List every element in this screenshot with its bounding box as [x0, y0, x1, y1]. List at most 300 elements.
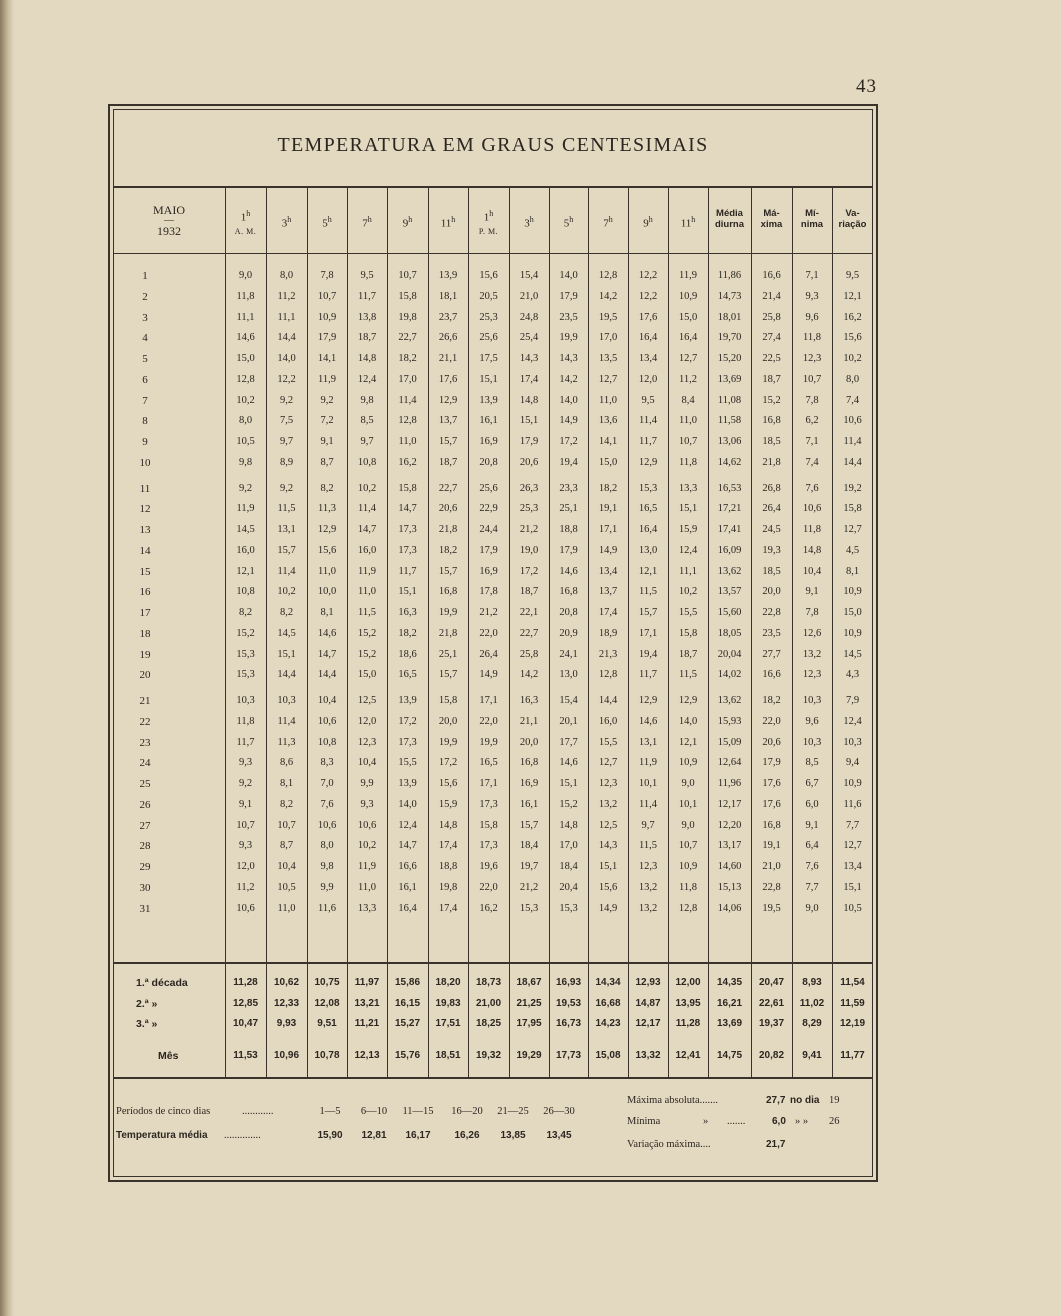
temperature-cell: 16,5 — [398, 669, 417, 681]
day-number: 20 — [139, 669, 151, 682]
temperature-cell: 24,4 — [479, 524, 498, 535]
temperature-cell: 14,5 — [277, 627, 296, 639]
summary-cell: 12,19 — [839, 1018, 866, 1029]
temperature-cell: 15,2 — [357, 648, 377, 660]
summary-cell: 10,47 — [232, 1018, 259, 1029]
temperature-cell: 11,0 — [599, 394, 617, 406]
hour-header-value — [468, 207, 509, 225]
variation-label: Variação máxima.... — [627, 1139, 711, 1150]
temperature-cell: 6,7 — [805, 778, 819, 789]
temperature-cell: 17,9 — [479, 544, 498, 556]
temperature-cell: 11,8 — [803, 524, 821, 535]
temperature-cell: 15,6 — [479, 270, 498, 281]
min-day: 26 — [829, 1116, 840, 1127]
temperature-cell: 15,3 — [519, 902, 539, 914]
day-number: 19 — [139, 648, 151, 661]
stat-header-line1: Va- — [845, 208, 860, 219]
temperature-cell: 9,8 — [320, 861, 334, 872]
temperature-cell: 11,0 — [277, 902, 296, 914]
temperature-cell: 14,2 — [519, 669, 539, 681]
temperature-cell: 9,7 — [279, 436, 294, 447]
temperature-cell: 15,0 — [843, 607, 862, 618]
temperature-cell: 9,6 — [805, 311, 819, 323]
temperature-cell: 14,8 — [357, 353, 377, 364]
temperature-cell: 12,8 — [598, 270, 618, 281]
temperature-cell: 15,13 — [717, 881, 742, 893]
hour-header — [468, 207, 509, 238]
temperature-cell: 20,8 — [559, 607, 578, 618]
temperature-cell: 11,4 — [843, 436, 862, 447]
hour-period: P. M. — [478, 226, 499, 236]
temperature-cell: 13,6 — [598, 415, 618, 427]
temperature-cell: 9,2 — [238, 482, 253, 494]
temperature-cell: 12,8 — [236, 373, 255, 385]
temperature-cell: 22,5 — [762, 353, 781, 364]
temperature-cell: 11,1 — [236, 311, 255, 323]
temperature-cell: 12,5 — [598, 819, 618, 831]
temperature-cell: 17,7 — [559, 736, 578, 748]
temperature-cell: 11,5 — [639, 840, 657, 852]
temperature-cell: 17,4 — [438, 902, 458, 914]
day-number: 29 — [139, 861, 151, 873]
temperature-cell: 22,0 — [479, 881, 498, 893]
summary-cell: 18,73 — [475, 977, 502, 988]
temperature-cell: 15,3 — [638, 482, 658, 494]
temperature-cell: 22,0 — [479, 715, 498, 727]
temperature-cell: 17,1 — [598, 524, 618, 535]
temperature-cell: 10,6 — [802, 503, 822, 515]
hour-number: 5 — [322, 217, 328, 230]
temperature-cell: 21,0 — [762, 861, 781, 872]
temperature-cell: 12,0 — [236, 861, 255, 872]
temperature-cell: 15,0 — [236, 353, 255, 364]
day-number: 5 — [142, 353, 148, 365]
temperature-cell: 9,8 — [360, 394, 374, 406]
temperature-cell: 19,70 — [717, 332, 742, 344]
summary-cell: 17,51 — [435, 1018, 461, 1029]
temperature-cell: 21,3 — [598, 648, 618, 660]
temperature-cell: 23,5 — [559, 311, 578, 323]
day-number: 4 — [142, 332, 148, 345]
temperature-cell: 13,3 — [357, 902, 377, 914]
header-rule — [113, 253, 873, 254]
hour-number: 3 — [524, 217, 530, 230]
temperature-cell: 6,2 — [805, 415, 819, 427]
temperature-cell: 17,5 — [479, 353, 498, 364]
temperature-cell: 25,8 — [519, 648, 539, 660]
temperature-cell: 10,1 — [638, 778, 658, 789]
temperature-cell: 18,7 — [357, 332, 377, 344]
temperature-cell: 15,8 — [843, 503, 862, 515]
temperature-cell: 25,1 — [559, 503, 578, 515]
temperature-cell: 9,3 — [360, 798, 374, 810]
day-number: 17 — [139, 607, 151, 619]
temperature-cell: 12,1 — [843, 290, 862, 302]
temperature-cell: 18,5 — [762, 436, 781, 447]
stat-header-line2: xima — [760, 219, 783, 230]
day-number: 14 — [139, 544, 151, 557]
summary-cell: 18,51 — [435, 1050, 461, 1061]
hour-header-value — [549, 213, 588, 231]
temperature-cell: 15,5 — [398, 757, 417, 769]
temperature-cell: 12,8 — [398, 415, 417, 427]
temperature-cell: 20,6 — [438, 503, 458, 515]
temperature-cell: 12,1 — [678, 736, 698, 748]
temperature-cell: 8,5 — [805, 757, 819, 769]
temperature-cell: 13,0 — [638, 544, 658, 556]
day-number: 7 — [142, 394, 148, 407]
temperature-cell: 10,2 — [277, 586, 296, 598]
hour-header — [628, 213, 668, 231]
periods-dots: ............ — [242, 1106, 274, 1117]
temperature-cell: 16,8 — [438, 586, 458, 598]
temperature-cell: 11,9 — [358, 565, 376, 577]
temperature-cell: 9,1 — [805, 586, 819, 598]
temperature-cell: 11,0 — [398, 436, 417, 447]
temperature-cell: 16,6 — [762, 669, 781, 681]
summary-cell: 12,41 — [675, 1050, 701, 1061]
period-mean-temperature: 15,90 — [317, 1130, 343, 1141]
temperature-cell: 9,3 — [238, 840, 253, 852]
temperature-cell: 15,8 — [479, 819, 498, 831]
hour-header — [509, 213, 549, 231]
temperature-cell: 15,6 — [843, 332, 862, 344]
temperature-cell: 22,7 — [438, 482, 458, 494]
temperature-cell: 8,7 — [279, 840, 294, 852]
temperature-cell: 10,2 — [843, 353, 862, 364]
temperature-cell: 18,7 — [438, 456, 458, 468]
temperature-cell: 15,7 — [519, 819, 539, 831]
temperature-cell: 16,9 — [479, 565, 498, 577]
temperature-cell: 8,4 — [681, 394, 695, 406]
temperature-cell: 15,7 — [438, 669, 458, 681]
summary-cell: 18,20 — [435, 977, 461, 988]
temperature-cell: 10,3 — [843, 736, 862, 748]
stat-header-line1: Má- — [763, 208, 780, 219]
temperature-cell: 20,04 — [717, 648, 742, 660]
temperature-cell: 13,62 — [717, 695, 742, 706]
temperature-cell: 18,8 — [438, 861, 458, 872]
temperature-cell: 12,2 — [638, 270, 658, 281]
temperature-cell: 14,0 — [398, 798, 417, 810]
temperature-cell: 16,4 — [398, 902, 417, 914]
temperature-cell: 11,3 — [318, 503, 336, 515]
temperature-cell: 7,6 — [805, 861, 819, 872]
hour-header-value — [668, 213, 708, 231]
temperature-cell: 19,9 — [479, 736, 498, 748]
stat-header-line1: Média — [716, 208, 743, 219]
temperature-cell: 16,3 — [519, 695, 539, 706]
hour-header-value — [428, 213, 468, 231]
hour-number: 1 — [240, 211, 247, 224]
summary-cell: 17,73 — [555, 1050, 582, 1061]
temperature-cell: 15,5 — [678, 607, 698, 618]
day-number: 27 — [139, 819, 151, 832]
temperature-cell: 15,1 — [519, 415, 539, 427]
temperature-cell: 10,5 — [843, 902, 862, 914]
temperature-cell: 15,6 — [598, 881, 618, 893]
temperature-cell: 11,86 — [717, 270, 742, 281]
temperature-cell: 16,2 — [479, 902, 498, 914]
summary-cell: 9,41 — [802, 1050, 822, 1061]
temperature-cell: 12,4 — [843, 715, 862, 727]
hour-header-value — [307, 213, 347, 231]
temperature-cell: 27,4 — [762, 332, 781, 344]
summary-cell: 11,02 — [799, 998, 825, 1009]
hour-header — [549, 213, 588, 231]
book-spine — [0, 0, 14, 1316]
temperature-cell: 11,5 — [679, 669, 697, 681]
temperature-cell: 19,9 — [559, 332, 578, 344]
temperature-cell: 22,0 — [762, 715, 781, 727]
temperature-cell: 12,2 — [638, 290, 658, 302]
temperature-cell: 15,93 — [717, 715, 742, 727]
temperature-cell: 17,9 — [762, 757, 781, 769]
stat-header-line2: nima — [800, 219, 824, 230]
temperature-cell: 19,5 — [762, 902, 781, 914]
temperature-cell: 12,4 — [357, 373, 377, 385]
temperature-cell: 10,4 — [277, 861, 296, 872]
temperature-cell: 13,17 — [717, 840, 742, 852]
temperature-cell: 19,4 — [559, 456, 578, 468]
temperature-cell: 12,7 — [843, 840, 862, 852]
temperature-cell: 15,4 — [559, 695, 578, 706]
temperature-cell: 17,1 — [479, 695, 498, 706]
temperature-cell: 12,4 — [678, 544, 698, 556]
temperature-cell: 14,1 — [598, 436, 618, 447]
temperature-cell: 15,7 — [438, 436, 458, 447]
stat-header — [832, 208, 873, 230]
temperature-cell: 12,3 — [598, 778, 618, 789]
temperature-cell: 10,2 — [357, 482, 377, 494]
temperature-cell: 11,6 — [843, 798, 862, 810]
temperature-cell: 17,6 — [762, 798, 781, 810]
temperature-cell: 25,3 — [519, 503, 539, 515]
temperature-cell: 14,4 — [277, 332, 296, 344]
temperature-cell: 20,8 — [479, 456, 498, 468]
temperature-cell: 25,8 — [762, 311, 781, 323]
temperature-cell: 17,9 — [519, 436, 539, 447]
temperature-cell: 13,4 — [843, 861, 862, 872]
temperature-cell: 15,1 — [843, 881, 862, 893]
temperature-cell: 9,0 — [681, 778, 695, 789]
temperature-cell: 17,9 — [317, 332, 337, 344]
temperature-cell: 15,20 — [717, 353, 742, 364]
temperature-cell: 14,8 — [438, 819, 458, 831]
temperature-cell: 12,17 — [717, 798, 742, 810]
temperature-cell: 15,2 — [357, 627, 377, 639]
temperature-cell: 19,7 — [519, 861, 539, 872]
temperature-cell: 14,8 — [802, 544, 822, 556]
temperature-cell: 9,2 — [279, 394, 294, 406]
hour-unit: h — [408, 215, 413, 224]
temperature-cell: 15,4 — [519, 270, 539, 281]
temperature-cell: 11,9 — [679, 270, 697, 281]
hour-header-value — [347, 213, 387, 231]
temperature-cell: 12,8 — [598, 669, 618, 681]
hour-unit: h — [246, 209, 251, 218]
day-number: 18 — [139, 627, 151, 640]
temperature-cell: 16,8 — [519, 757, 539, 769]
min-ditto: » — [703, 1116, 709, 1127]
temperature-cell: 16,6 — [398, 861, 417, 872]
day-number: 13 — [139, 524, 151, 536]
temperature-cell: 10,7 — [236, 819, 255, 831]
temperature-cell: 16,4 — [638, 332, 658, 344]
stat-header-line1: Mí- — [805, 208, 819, 219]
temperature-cell: 13,7 — [438, 415, 458, 427]
temperature-cell: 9,7 — [360, 436, 374, 447]
temperature-cell: 14,6 — [638, 715, 658, 727]
temperature-cell: 12,0 — [638, 373, 658, 385]
temperature-cell: 8,7 — [320, 456, 334, 468]
temperature-cell: 13,9 — [438, 270, 458, 281]
summary-cell: 13,21 — [354, 998, 380, 1009]
temperature-cell: 11,0 — [318, 565, 336, 577]
temperature-cell: 17,21 — [717, 503, 742, 515]
temperature-cell: 16,2 — [843, 311, 862, 323]
temperature-cell: 18,4 — [519, 840, 539, 852]
summary-cell: 20,82 — [758, 1050, 785, 1061]
temperature-cell: 7,7 — [845, 819, 860, 831]
period-mean-temperature: 13,85 — [500, 1130, 526, 1141]
temperature-cell: 10,8 — [317, 736, 337, 748]
temperature-cell: 4,5 — [845, 544, 860, 556]
temperature-cell: 11,2 — [277, 290, 296, 302]
summary-cell: 10,96 — [273, 1050, 300, 1061]
temperature-cell: 12,64 — [717, 757, 742, 769]
temperature-cell: 14,4 — [598, 695, 618, 706]
temperature-cell: 17,0 — [559, 840, 578, 852]
temperature-cell: 13,0 — [559, 669, 578, 681]
temperature-cell: 20,1 — [559, 715, 578, 727]
temperature-cell: 12,0 — [357, 715, 377, 727]
summary-label: 1.ª década — [136, 977, 188, 989]
hour-unit: h — [691, 215, 696, 224]
summary-cell: 11,77 — [840, 1050, 865, 1061]
day-number: 1 — [142, 270, 148, 282]
stat-header — [792, 208, 832, 230]
temperature-cell: 12,3 — [802, 669, 822, 681]
period-range: 21—25 — [497, 1106, 529, 1117]
temperature-cell: 14,02 — [717, 669, 742, 681]
temperature-cell: 13,7 — [598, 586, 618, 598]
temperature-cell: 11,58 — [717, 415, 742, 427]
temperature-cell: 9,0 — [805, 902, 819, 914]
temperature-cell: 11,9 — [358, 861, 376, 872]
temperature-cell: 21,2 — [479, 607, 498, 618]
temperature-cell: 9,7 — [641, 819, 655, 831]
footer-rule — [113, 1077, 873, 1079]
temperature-cell: 14,7 — [398, 840, 417, 852]
summary-cell: 13,32 — [635, 1050, 661, 1061]
temperature-cell: 7,1 — [805, 270, 819, 281]
temperature-cell: 8,2 — [320, 482, 334, 494]
temperature-cell: 13,5 — [598, 353, 618, 364]
temperature-cell: 4,3 — [845, 669, 860, 681]
temperature-cell: 7,8 — [320, 270, 334, 281]
temperature-cell: 15,0 — [678, 311, 698, 323]
period-range: 26—30 — [543, 1106, 575, 1117]
day-number: 21 — [139, 695, 151, 707]
summary-cell: 12,33 — [273, 998, 300, 1009]
temperature-cell: 26,4 — [762, 503, 781, 515]
temperature-cell: 10,4 — [357, 757, 377, 769]
temperature-cell: 18,2 — [598, 482, 618, 494]
temperature-cell: 13,57 — [717, 586, 742, 598]
temperature-cell: 7,1 — [805, 436, 819, 447]
temperature-cell: 15,0 — [357, 669, 377, 681]
temperature-cell: 19,3 — [762, 544, 781, 556]
temperature-cell: 24,1 — [559, 648, 578, 660]
temperature-cell: 10,3 — [802, 695, 822, 706]
day-number: 24 — [139, 757, 151, 770]
summary-cell: 13,95 — [675, 998, 701, 1009]
temperature-cell: 7,6 — [320, 798, 334, 810]
temperature-cell: 7,5 — [279, 415, 294, 427]
summary-cell: 12,13 — [354, 1050, 380, 1061]
temperature-cell: 21,4 — [762, 290, 781, 302]
temperature-cell: 11,8 — [679, 456, 697, 468]
temperature-cell: 9,5 — [360, 270, 374, 281]
day-number: 11 — [139, 482, 151, 495]
summary-cell: 14,35 — [716, 977, 743, 988]
day-number: 16 — [139, 586, 151, 599]
temperature-cell: 16,8 — [762, 819, 781, 831]
temperature-cell: 16,1 — [519, 798, 539, 810]
summary-cell: 12,08 — [314, 998, 340, 1009]
temperature-cell: 13,1 — [277, 524, 296, 535]
temperature-cell: 21,1 — [438, 353, 458, 364]
temperature-cell: 19,5 — [598, 311, 618, 323]
temperature-cell: 8,1 — [320, 607, 334, 618]
temperature-cell: 11,08 — [717, 394, 742, 406]
summary-cell: 16,15 — [394, 998, 421, 1009]
hour-unit: h — [451, 215, 456, 224]
temperature-cell: 21,1 — [519, 715, 539, 727]
hour-unit: h — [608, 215, 613, 224]
temperature-cell: 10,7 — [277, 819, 296, 831]
temperature-cell: 12,9 — [317, 524, 337, 535]
temperature-cell: 8,0 — [279, 270, 294, 281]
temperature-cell: 16,09 — [717, 544, 742, 556]
temperature-cell: 11,0 — [358, 881, 376, 893]
temperature-cell: 19,9 — [438, 736, 458, 748]
summary-cell: 18,25 — [475, 1018, 502, 1029]
temperature-cell: 14,4 — [317, 669, 337, 681]
temperature-cell: 15,8 — [398, 482, 417, 494]
hour-header — [225, 207, 266, 238]
temperature-cell: 13,4 — [638, 353, 658, 364]
temperature-cell: 14,9 — [559, 415, 578, 427]
temperature-cell: 11,7 — [398, 565, 417, 577]
temperature-cell: 16,2 — [398, 456, 417, 468]
temperature-cell: 12,4 — [398, 819, 417, 831]
temperature-cell: 16,5 — [479, 757, 498, 769]
temperature-cell: 10,6 — [317, 819, 337, 831]
temperature-cell: 12,8 — [678, 902, 698, 914]
temperature-cell: 19,2 — [843, 482, 862, 494]
temperature-cell: 12,7 — [598, 373, 618, 385]
temperature-cell: 17,4 — [519, 373, 539, 385]
temperature-cell: 11,4 — [639, 798, 657, 810]
temperature-cell: 13,69 — [717, 373, 742, 385]
temperature-cell: 25,6 — [479, 332, 498, 344]
temperature-cell: 14,62 — [717, 456, 742, 468]
temperature-cell: 17,9 — [559, 290, 578, 302]
temperature-cell: 11,1 — [277, 311, 296, 323]
summary-cell: 16,21 — [716, 998, 743, 1009]
